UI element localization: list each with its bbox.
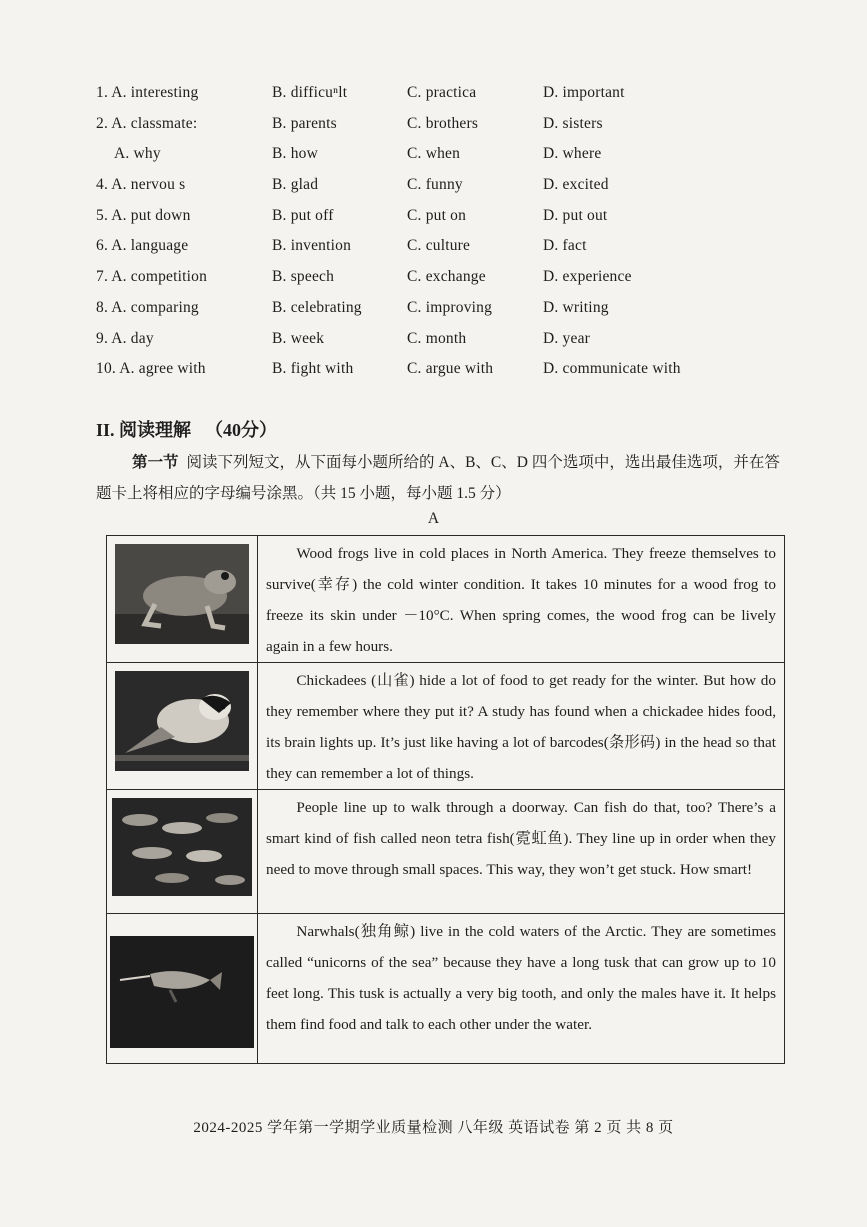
option-c: C. improving [407,298,493,316]
option-row [96,233,736,264]
image-cell [107,663,258,790]
option-c: C. exchange [407,268,486,286]
option-b: B. parents [272,114,337,132]
option-d: D. communicate with [543,360,681,378]
option-a: 10. A. agree with [96,360,206,378]
passage-text-cell [258,790,785,914]
option-row [96,80,736,111]
option-b: B. fight with [272,360,354,378]
neon-tetra-fish-photo [112,798,252,896]
passage-row [107,663,785,790]
passage-text: People line up to walk through a doorway. Can fish do that, too? There’s a smart kind of fish called neon tetra fish(霓虹鱼). They line up in order when they need to move through small spaces. This way, they won’t get stuck. How smart! [266,799,776,878]
option-d: D. important [543,84,625,101]
page-footer: 2024-2025 学年第一学期学业质量检测 八年级 英语试卷 第 2 页 共 8 页 [193,1120,674,1136]
option-row [96,356,736,387]
option-b: B. celebrating [272,298,362,316]
passage-letter: A [427,510,440,527]
option-d: D. where [543,145,602,163]
option-c: C. brothers [407,114,479,132]
option-b: B. week [272,329,325,347]
option-a: A. why [114,145,161,163]
section-instruction [96,447,786,509]
option-a: 8. A. comparing [96,298,199,316]
option-row [96,203,736,234]
option-row [96,141,736,172]
section-title [96,416,277,442]
option-row [96,172,736,203]
passage-text-cell [258,663,785,790]
part-label: 第一节 [132,454,179,471]
option-c: C. funny [407,176,463,194]
option-a: 2. A. classmate: [96,114,198,132]
option-list [96,80,736,387]
chickadee-photo [115,671,249,771]
section-title-text: II. 阅读理解 [96,420,192,440]
passage-row [107,790,785,914]
narwhal-photo [110,936,254,1048]
option-c: C. month [407,329,467,347]
option-c: C. culture [407,237,471,255]
option-b: B. glad [272,176,319,194]
image-cell [107,914,258,1064]
passage-text: Narwhals(独角鲸) live in the cold waters of the Arctic. They are sometimes called “unicorns of the sea” because they have a long tusk that can grow up to 10 feet long. This tusk is actually a very big tooth, and only the males have it. It helps them find food and talk to each other under the water. [266,923,776,1033]
passage-text: Wood frogs live in cold places in North America. They freeze themselves to survive(幸存) the cold winter condition. It takes 10 minutes for a wood frog to freeze its skin under －10°C. When spring comes, the wood frog can be lively again in a few hours. [266,545,776,655]
option-a: 9. A. day [96,329,154,347]
option-c: C. practica [407,84,477,101]
image-cell [107,536,258,663]
option-a: 7. A. competition [96,268,208,286]
option-b: B. speech [272,268,335,286]
passage-text: Chickadees (山雀) hide a lot of food to get ready for the winter. But how do they remember where they put it? A study has found when a chickadee hides food, its brain lights up. It’s just like having a lot of barcodes(条形码) in the head so that they can remember a lot of things. [266,672,776,782]
passage-table [106,535,785,1064]
option-row [96,264,736,295]
option-b: B. invention [272,237,352,255]
option-b: B. difficuⁿlt [272,84,348,101]
option-d: D. writing [543,298,609,316]
option-row [96,295,736,326]
option-d: D. put out [543,206,608,224]
option-d: D. year [543,329,591,347]
option-c: C. when [407,145,461,163]
wood-frog-photo [115,544,249,644]
option-d: D. fact [543,237,587,255]
option-a: 4. A. nervou s [96,176,186,194]
option-c: C. argue with [407,360,494,378]
option-row [96,111,736,142]
option-a: 6. A. language [96,237,189,255]
option-d: D. sisters [543,114,603,132]
option-d: D. experience [543,268,632,286]
image-cell [107,790,258,914]
passage-row [107,914,785,1064]
instruction-text: 阅读下列短文，从下面每小题所给的 A、B、C、D 四个选项中，选出最佳选项，并在答题卡上将相应的字母编号涂黑。（共 15 小题，每小题 1.5 分） [96,454,780,502]
option-b: B. how [272,145,318,163]
option-c: C. put on [407,206,467,224]
option-row [96,326,736,357]
passage-text-cell [258,914,785,1064]
passage-row [107,536,785,663]
option-d: D. excited [543,176,609,194]
option-a: 1. A. interesting [96,84,199,101]
option-a: 5. A. put down [96,206,191,224]
passage-text-cell [258,536,785,663]
option-b: B. put off [272,206,334,224]
section-score: （40分） [205,420,278,440]
